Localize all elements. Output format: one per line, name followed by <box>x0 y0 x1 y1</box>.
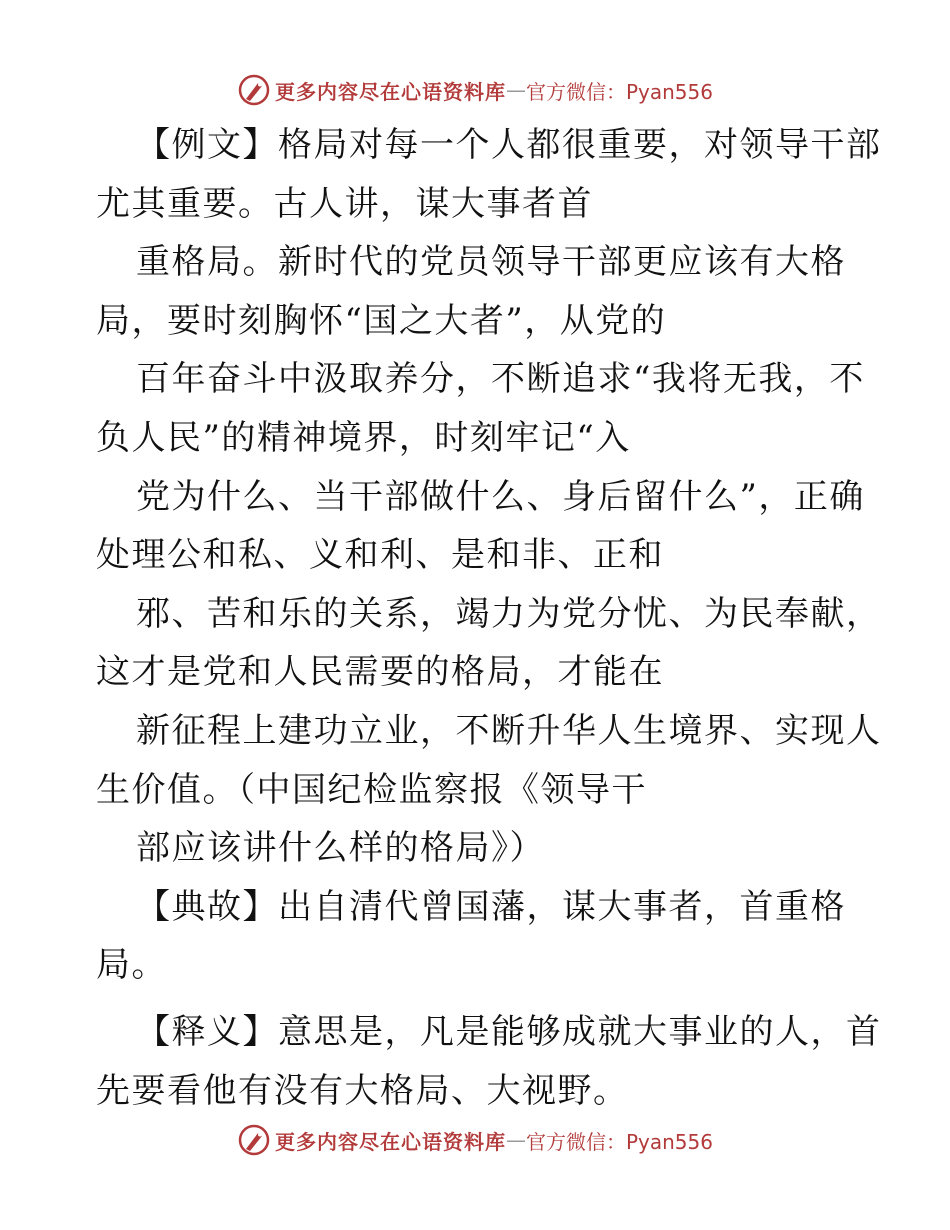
pen-nib-logo-icon <box>237 73 271 107</box>
watermark-main-text: 更多内容尽在心语资料库 <box>274 79 506 104</box>
text-line: 重格局。新时代的党员领导干部更应该有大格 <box>136 242 846 283</box>
text-line: 局。 <box>96 945 167 986</box>
watermark-separator: — <box>505 78 526 102</box>
pen-nib-logo-icon <box>237 1123 271 1157</box>
document-body <box>96 116 882 1120</box>
text-line: 邪、苦和乐的关系，竭力为党分忧、为民奉献， <box>136 593 882 634</box>
text-line: 局，要时刻胸怀“国之大者”，从党的 <box>96 300 667 341</box>
text-line: 新征程上建功立业，不断升华人生境界、实现人 <box>136 710 882 751</box>
text-line: 百年奋斗中汲取养分，不断追求“我将无我，不 <box>136 359 865 400</box>
text-line: 生价值。（中国纪检监察报《领导干 <box>96 769 647 810</box>
text-line: 处理公和私、义和利、是和非、正和 <box>96 535 664 576</box>
paragraph-gap <box>96 995 856 1003</box>
watermark-separator: — <box>505 1128 526 1152</box>
text-line: 先要看他有没有大格局、大视野。 <box>96 1070 629 1111</box>
text-line: 党为什么、当干部做什么、身后留什么”，正确 <box>136 476 865 517</box>
watermark-main-text: 更多内容尽在心语资料库 <box>274 1129 506 1154</box>
watermark-sub-text: 官方微信：Pyan556 <box>525 1129 713 1154</box>
text-line: 【释义】意思是，凡是能够成就大事业的人，首 <box>136 1011 882 1052</box>
text-line: 负人民”的精神境界，时刻牢记“入 <box>96 417 631 458</box>
text-line: 这才是党和人民需要的格局，才能在 <box>96 652 664 693</box>
header-watermark <box>0 70 950 110</box>
text-line: 部应该讲什么样的格局》） <box>136 828 545 869</box>
footer-watermark <box>0 1120 950 1160</box>
text-line: 尤其重要。古人讲，谋大事者首 <box>96 183 593 224</box>
watermark-sub-text: 官方微信：Pyan556 <box>525 79 713 104</box>
text-line: 【典故】出自清代曾国藩，谋大事者，首重格 <box>136 886 846 927</box>
text-line: 【例文】格局对每一个人都很重要，对领导干部 <box>136 125 882 165</box>
